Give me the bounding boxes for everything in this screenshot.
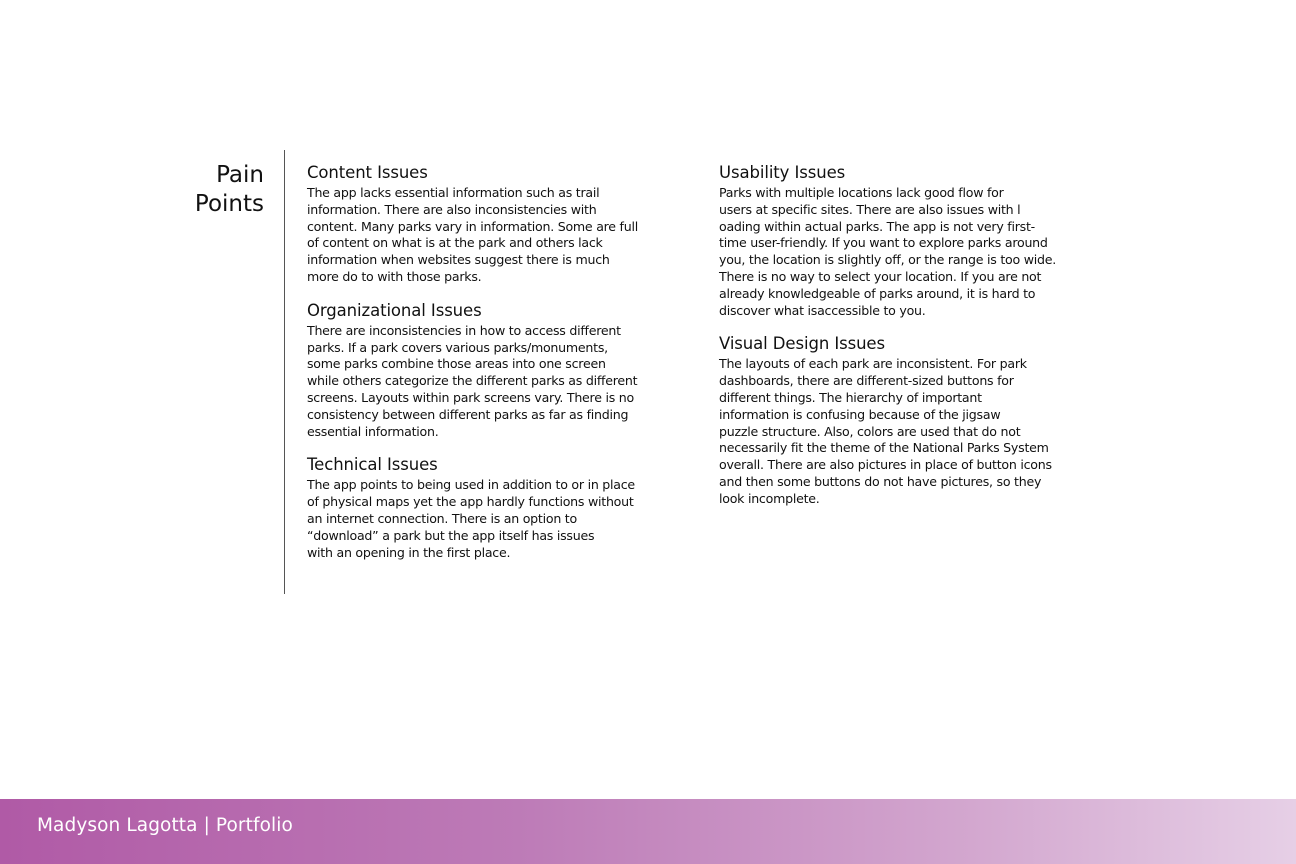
heading-line-1: Pain (216, 162, 264, 188)
section-body: The app points to being used in addition to or in place of physical maps yet the app hardly functions without an internet connection. There is an option to “download” a park but the app itself has issues with an opening in the first place. (307, 477, 635, 560)
right-column (719, 162, 1081, 522)
section-title: Content Issues (307, 163, 428, 182)
section-body: The app lacks essential information such as trail information. There are also inconsistencies with content. Many parks vary in information. Some are full of content on what is at the park and others lack information when websites suggest there is much more do to with those parks. (307, 185, 638, 284)
footer-bar (0, 799, 1296, 864)
heading-line-2: Points (194, 191, 264, 217)
vertical-divider (284, 150, 285, 594)
section-visual-design-issues (719, 333, 1081, 507)
section-body: Parks with multiple locations lack good flow for users at specific sites. There are also issues with l oading within actual parks. The app is not very first- time user-friendly. If you want to explore parks around you, the location is slightly off, or the range is too wide. There is no way to select your location. If you are not already knowledgeable of parks around, it is hard to discover what isaccessible to you. (719, 185, 1056, 318)
section-content-issues (307, 162, 667, 286)
section-title: Technical Issues (307, 455, 438, 475)
section-organizational-issues (307, 300, 667, 441)
section-technical-issues (307, 454, 667, 561)
section-usability-issues (719, 162, 1081, 319)
page-heading (150, 161, 264, 219)
left-column (307, 162, 667, 575)
section-title: Usability Issues (719, 163, 846, 182)
section-body: There are inconsistencies in how to access different parks. If a park covers various parks/monuments, some parks combine those areas into one screen while others categorize the different parks as different screens. Layouts within park screens vary. There is no consistency between different parks as far as finding essential information. (307, 322, 638, 439)
section-body: The layouts of each park are inconsistent. For park dashboards, there are different-sized buttons for different things. The hierarchy of important information is confusing because of the jigsaw puzzle structure. Also, colors are used that do not necessarily fit the theme of the National Parks System overall. There are also pictures in place of button icons and then some buttons do not have pictures, so they look incomplete. (719, 356, 1052, 506)
section-title: Visual Design Issues (719, 334, 885, 354)
section-title: Organizational Issues (307, 300, 482, 320)
footer-text: Madyson Lagotta | Portfolio (37, 815, 293, 836)
